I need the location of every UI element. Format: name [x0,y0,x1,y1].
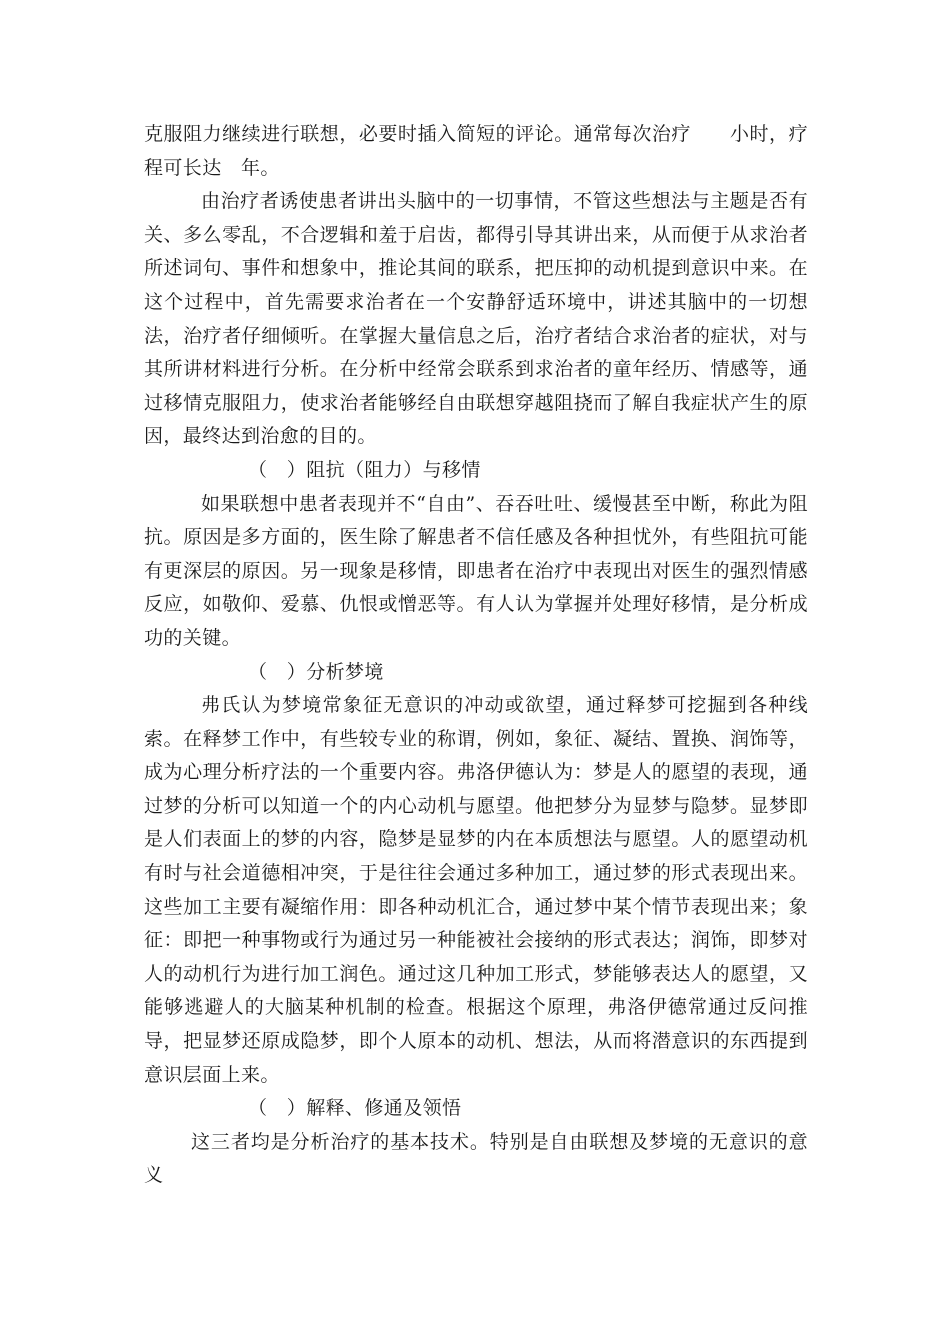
free-association-paragraph: 由治疗者诱使患者讲出头脑中的一切事情，不管这些想法与主题是否有关、多么零乱，不合逻辑和羞于启齿，都得引导其讲出来，从而便于从求治者所述词句、事件和想象中，推论其间的联系，把压抑的动机提到意识中来。在这个过程中，首先需要求治者在一个安静舒适环境中，讲述其脑中的一切想法，治疗者仔细倾听。在掌握大量信息之后，治疗者结合求治者的症状，对与其所讲材料进行分析。在分析中经常会联系到求治者的童年经历、情感等，通过移情克服阻力，使求治者能够经自由联想穿越阻挠而了解自我症状产生的原因，最终达到治愈的目的。 [144,190,808,448]
interpretation-paragraph: 这三者均是分析治疗的基本技术。特别是自由联想及梦境的无意识的意义 [144,1130,808,1187]
document-body [144,118,808,1193]
section-heading-interpretation: （ ）解释、修通及领悟 [248,1097,462,1120]
section-heading-resistance: （ ）阻抗（阻力）与移情 [248,458,481,481]
section-heading-dreams: （ ）分析梦境 [248,660,384,683]
continuation-paragraph: 克服阻力继续进行联想，必要时插入简短的评论。通常每次治疗 小时，疗程可长达 年。 [144,123,808,179]
resistance-paragraph: 如果联想中患者表现并不“自由”、吞吞吐吐、缓慢甚至中断，称此为阻抗。原因是多方面的，医生除了解患者不信任感及各种担忧外，有些阻抗可能有更深层的原因。另一现象是移情，即患者在治疗中表现出对医生的强烈情感反应，如敬仰、爱慕、仇恨或憎恶等。有人认为掌握并处理好移情，是分析成功的关键。 [144,492,808,649]
dream-analysis-paragraph: 弗氏认为梦境常象征无意识的冲动或欲望，通过释梦可挖掘到各种线索。在释梦工作中，有些较专业的称谓，例如，象征、凝结、置换、润饰等，成为心理分析疗法的一个重要内容。弗洛伊德认为：梦是人的愿望的表现，通过梦的分析可以知道一个的内心动机与愿望。他把梦分为显梦与隐梦。显梦即是人们表面上的梦的内容，隐梦是显梦的内在本质想法与愿望。人的愿望动机有时与社会道德相冲突，于是往往会通过多种加工，通过梦的形式表现出来。这些加工主要有凝缩作用：即各种动机汇合，通过梦中某个情节表现出来；象征：即把一种事物或行为通过另一种能被社会接纳的形式表达；润饰，即梦对人的动机行为进行加工润色。通过这几种加工形式，梦能够表达人的愿望，又能够逃避人的大脑某种机制的检查。根据这个原理，弗洛伊德常通过反问推导，把显梦还原成隐梦，即个人原本的动机、想法，从而将潜意识的东西提到意识层面上来。 [144,694,808,1086]
